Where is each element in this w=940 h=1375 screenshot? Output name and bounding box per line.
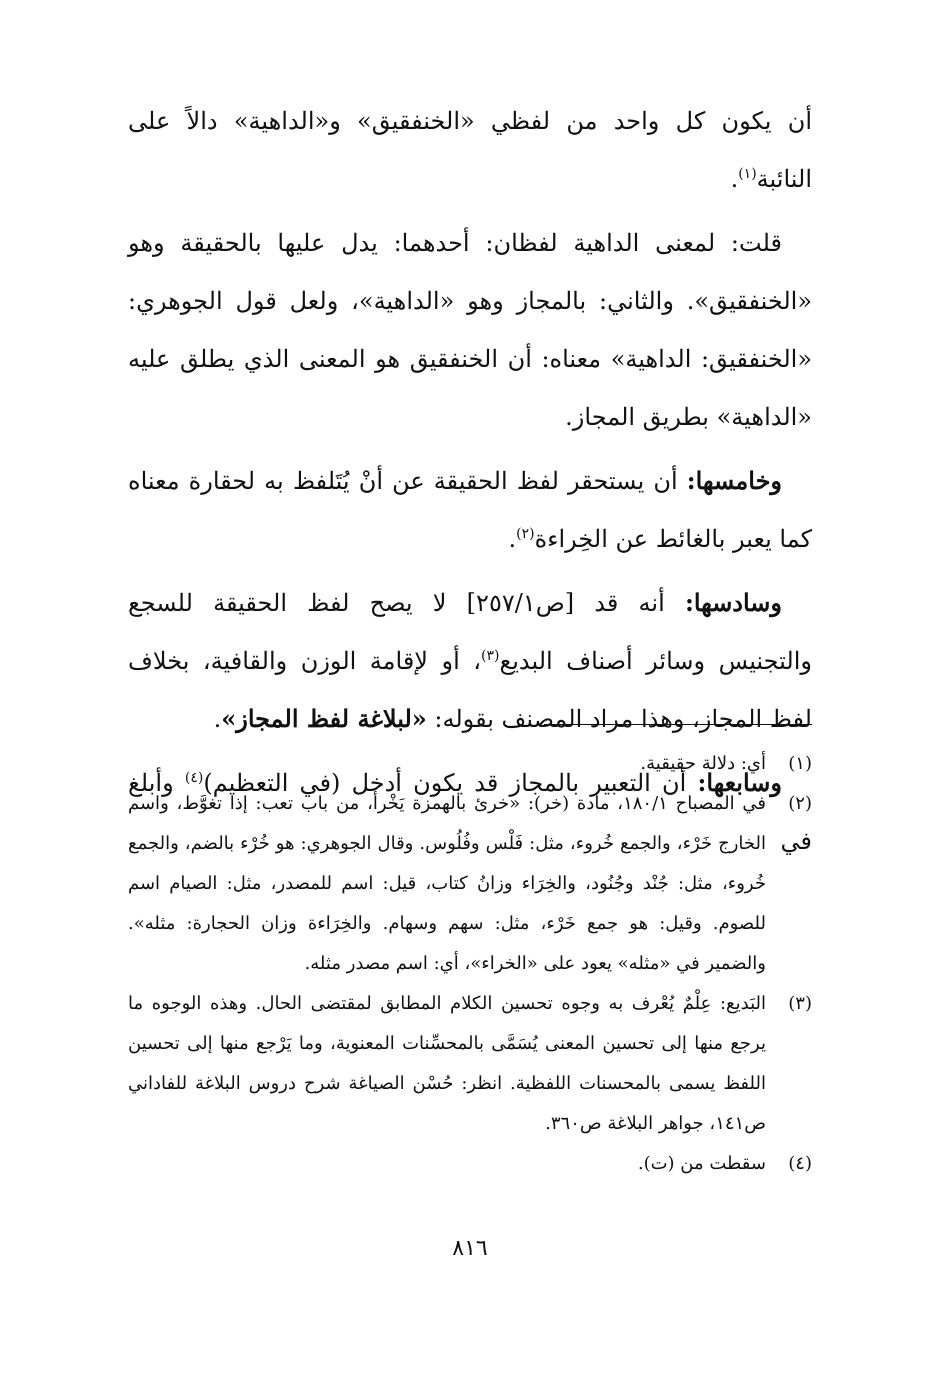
footnote-2-text: في المصباح ١٨٠/١، مادة (خر): «خرئ بالهمزة يَخْرأ، من باب تعب: إذا تغوَّط، واسم الخارج خَرْء، والجمع خُروء، مثل: فَلْس وفُلُوس. وقال الجوهري: هو خُرْء بالضم، والجمع خُروء، مثل: جُنْد وجُنُود، والخِرَاء وزانُ كتاب، قيل: اسم للمصدر، مثل: الصيام اسم للصوم. وقيل: هو جمع خَرْء، مثل: سهم وسهام. والخِرَاءة وزان الحجارة: مثله». والضمير في «مثله» يعود على «الخراء»، أي: اسم مصدر مثله. bbox=[128, 793, 767, 974]
footnote-ref-2: (٢) bbox=[516, 526, 535, 542]
paragraph-4-quote: «لبلاغة لفظ المجاز» bbox=[221, 704, 427, 733]
paragraph-1 bbox=[128, 92, 812, 208]
footnotes bbox=[128, 744, 812, 1184]
paragraph-3-lead: وخامسها: bbox=[686, 466, 782, 495]
footnote-separator bbox=[544, 724, 812, 725]
paragraph-1-text: أن يكون كل واحد من لفظي «الخنفقيق» و«الداهية» دالاً على النائبة bbox=[128, 107, 812, 193]
paragraph-5-text-2: وأبلغ في bbox=[128, 769, 812, 855]
footnote-4-number: (٤) bbox=[788, 1153, 812, 1174]
paragraph-3-text: أن يستحقر لفظ الحقيقة عن أنْ يُتَلفظ به لحقارة معناه كما يعبر بالغائط عن الخِراءة bbox=[128, 467, 812, 553]
footnote-3 bbox=[128, 984, 812, 1144]
footnote-3-number: (٣) bbox=[788, 993, 812, 1014]
paragraph-2 bbox=[128, 214, 812, 446]
footnote-2 bbox=[128, 784, 812, 984]
paragraph-2-text: قلت: لمعنى الداهية لفظان: أحدهما: يدل عليها بالحقيقة وهو «الخنفقيق». والثاني: بالمجاز وهو «الداهية»، ولعل قول الجوهري: «الخنفقيق: الداهية» معناه: أن الخنفقيق هو المعنى الذي يطلق عليه «الداهية» بطريق المجاز. bbox=[128, 229, 812, 431]
footnote-4 bbox=[128, 1144, 812, 1184]
paragraph-1-tail: . bbox=[730, 165, 739, 193]
footnote-1 bbox=[128, 744, 812, 784]
footnote-2-number: (٢) bbox=[788, 793, 812, 814]
paragraph-5-lead: وسابعها: bbox=[697, 768, 782, 797]
paragraph-5-text-1: أن التعبير بالمجاز قد يكون أدخل (في التعظيم) bbox=[203, 769, 698, 797]
footnote-ref-1: (١) bbox=[738, 166, 757, 182]
paragraph-3 bbox=[128, 452, 812, 568]
paragraph-3-tail: . bbox=[508, 525, 517, 553]
footnote-3-text: البَديع: عِلْمٌ يُعْرف به وجوه تحسين الكلام المطابق لمقتضى الحال. وهذه الوجوه ما يرجع منها إلى تحسين المعنى يُسَمَّى بالمحسِّنات المعنوية، وما يَرْجع منها إلى تحسين اللفظ يسمى بالمحسنات اللفظية. انظر: حُسْن الصياغة شرح دروس البلاغة للفاداني ص١٤١، جواهر البلاغة ص٣٦٠. bbox=[128, 993, 766, 1134]
footnote-4-text: سقطت من (ت). bbox=[637, 1153, 766, 1174]
footnote-ref-3: (٣) bbox=[480, 648, 500, 664]
footnote-1-number: (١) bbox=[788, 753, 812, 774]
paragraph-4-text-1: أنه قد [ص٢٥٧/١] لا يصح لفظ الحقيقة للسجع والتجنيس وسائر أصناف البديع bbox=[128, 589, 812, 675]
page-number: ٨١٦ bbox=[452, 1236, 488, 1261]
paragraph-4-text-2: ، أو لإقامة الوزن والقافية، بخلاف لفظ المجاز، وهذا مراد المصنف بقوله: bbox=[128, 647, 812, 733]
footnote-1-text: أي: دلالة حقيقية. bbox=[640, 753, 766, 774]
paragraph-4-tail: . bbox=[213, 705, 222, 733]
footnote-ref-4: (٤) bbox=[184, 770, 204, 786]
paragraph-4-lead: وسادسها: bbox=[684, 588, 782, 617]
paragraph-4 bbox=[128, 574, 812, 748]
